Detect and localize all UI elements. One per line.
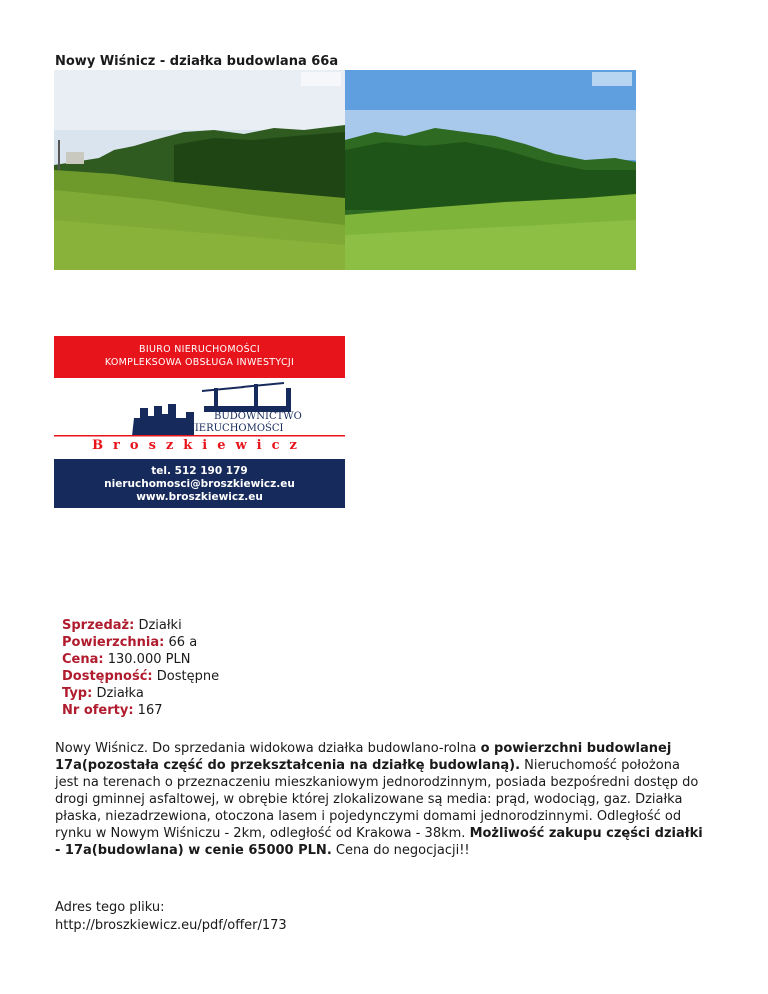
spec-value: 167 [137,703,163,718]
spec-row [62,668,219,685]
address-url[interactable]: http://broszkiewicz.eu/pdf/offer/173 [55,918,287,933]
address-label: Adres tego pliku: [55,900,165,915]
spec-key: Sprzedaż: [62,618,135,633]
spec-key: Powierzchnia: [62,635,165,650]
spec-value: Dostępne [156,669,220,684]
offer-specs [62,617,219,719]
logo-brand-2: & NIERUCHOMOŚCI [174,423,284,434]
logo-brand-name: Broszkiewicz [92,438,307,453]
logo-email: nieruchomosci@broszkiewicz.eu [104,478,295,490]
spec-value: Działki [138,618,182,633]
spec-row [62,651,219,668]
description-text: Cena do negocjacji!! [331,843,470,858]
spec-row [62,617,219,634]
page-title: Nowy Wiśnicz - działka budowlana 66a [55,54,339,69]
photo-strip [54,70,636,270]
spec-key: Dostępność: [62,669,153,684]
description-bold: o powierzchni budowlanej 17a(pozostała część do przekształcenia na działkę budowlaną). [55,741,672,773]
spec-row [62,685,219,702]
logo-line-2: KOMPLEKSOWA OBSŁUGA INWESTYCJI [104,357,295,368]
logo-brand-1: BUDOWNICTWO [214,411,302,422]
spec-value: 66 a [168,635,198,650]
watermark-icon [592,72,632,86]
description-text: Nieruchomość położona jest na terenach o przeznaczeniu mieszkaniowym jednorodzinnym, posiada bezpośredni dostęp do drogi gminnej asfaltowej, w obrębie której zlokalizowane są media: prąd, wodociąg, gaz. Działka płaska, niezadrzewiona, otoczona lasem i pojedynczymi domami jednorodzinnymi. Odległość od rynku w Nowym Wiśniczu - 2km, odległość od Krakowa - 38km. [55,758,699,841]
landscape-photo-2 [345,70,636,270]
spec-row [62,634,219,651]
spec-key: Cena: [62,652,104,667]
landscape-photo-1 [54,70,345,270]
spec-key: Typ: [62,686,93,701]
watermark-icon [301,72,341,86]
logo-phone: tel. 512 190 179 [151,465,248,477]
spec-value: Działka [96,686,144,701]
logo-line-1: BIURO NIERUCHOMOŚCI [139,344,260,355]
logo-emblem [54,378,345,459]
file-address [55,899,287,935]
logo-contact [54,459,345,508]
spec-key: Nr oferty: [62,703,134,718]
offer-description [55,740,705,859]
description-bold: Możliwość zakupu części działki - 17a(budowlana) w cenie 65000 PLN. [55,826,703,858]
logo-header [54,336,345,378]
logo-www: www.broszkiewicz.eu [136,491,263,503]
spec-row [62,702,219,719]
description-text: Nowy Wiśnicz. Do sprzedania widokowa działka budowlano-rolna [55,741,481,756]
spec-value: 130.000 PLN [107,652,191,667]
agency-logo [54,336,345,508]
